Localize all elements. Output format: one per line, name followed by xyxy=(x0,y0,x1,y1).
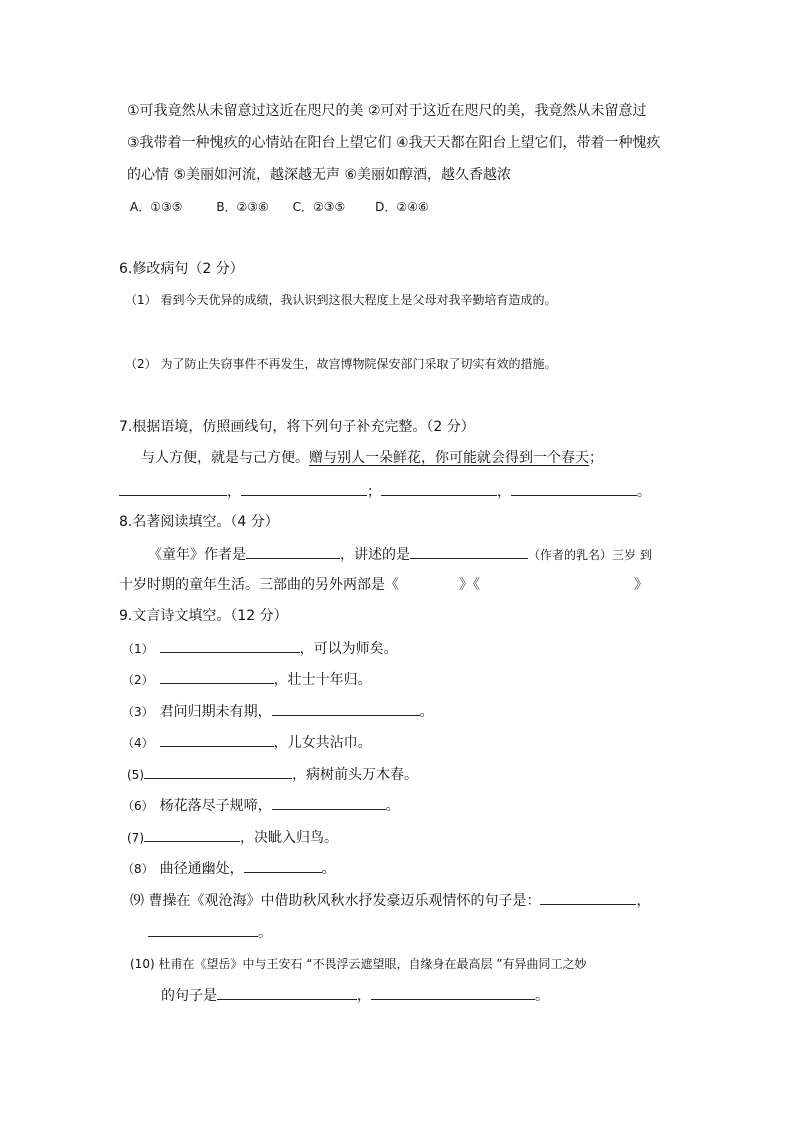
q7-semicolon: ； xyxy=(589,450,603,466)
q8-text-a: 《童年》作者是 xyxy=(148,547,246,563)
q7-comma-2: ， xyxy=(497,484,511,500)
q9-item-1 xyxy=(122,638,398,659)
item-number: （8） xyxy=(122,862,154,876)
q7-blank-3[interactable] xyxy=(381,481,497,496)
q9-blank-9a[interactable] xyxy=(540,890,636,905)
q9-blank-1[interactable] xyxy=(160,638,300,653)
item-text: ，儿女共沾巾。 xyxy=(273,735,372,751)
q9-item-9 xyxy=(130,890,650,911)
q8-text-e: 》 xyxy=(634,577,648,593)
q8-title: 8.名著阅读填空。（4 分） xyxy=(119,514,279,530)
q9-item-3 xyxy=(122,701,434,722)
q7-underlined-sentence: 赠与别人一朵鲜花，你可能就会得到一个春天 xyxy=(309,450,589,466)
q9-blank-4[interactable] xyxy=(160,732,274,747)
q5-line-1: ①可我竟然从未留意过这近在咫尺的美 ②可对于这近在咫尺的美，我竟然从未留意过 xyxy=(127,103,647,119)
q6-item-2: （2） 为了防止失窃事件不再发生，故宫博物院保安部门采取了切实有效的措施。 xyxy=(125,357,557,371)
q9-blank-10b[interactable] xyxy=(371,985,535,1000)
q7-blank-1[interactable] xyxy=(119,481,227,496)
q8-text-d: 》《 xyxy=(459,577,480,593)
q9-blank-7[interactable] xyxy=(144,827,240,842)
option-d[interactable]: D．②④⑥ xyxy=(375,200,429,214)
q9-item-7 xyxy=(127,827,338,848)
q7-prompt xyxy=(141,448,603,468)
q9-blank-9b[interactable] xyxy=(148,922,258,937)
item-text: ⑼ 曹操在《观沧海》中借助秋风秋水抒发豪迈乐观情怀的句子是： xyxy=(130,893,541,909)
q9-blank-8[interactable] xyxy=(244,858,322,873)
q9-item-10-cont xyxy=(161,985,549,1006)
q5-options xyxy=(130,197,429,217)
item-text: 君问归期未有期， xyxy=(159,704,272,720)
q9-item-6 xyxy=(122,795,400,816)
item-number: （6） xyxy=(122,799,154,813)
item-text: ，壮士十年归。 xyxy=(273,672,372,688)
q7-period: 。 xyxy=(637,484,651,500)
item-text: ，决眦入归鸟。 xyxy=(240,830,338,846)
item-text: 曲径通幽处， xyxy=(159,861,244,877)
q8-text-b: ，讲述的是 xyxy=(340,547,410,563)
q9-item-5 xyxy=(127,764,418,785)
item-comma: ， xyxy=(357,988,371,1004)
option-b[interactable]: B．②③⑥ xyxy=(216,200,269,214)
q6-item-1: （1） 看到今天优异的成绩，我认识到这很大程度上是父母对我辛勤培育造成的。 xyxy=(125,293,557,307)
item-text: ，病树前头万木春。 xyxy=(292,767,418,783)
q9-item-8 xyxy=(122,858,336,879)
item-text: 的句子是 xyxy=(161,988,217,1004)
q7-semicolon-2: ； xyxy=(367,484,381,500)
q7-title: 7.根据语境，仿照画线句，将下列句子补充完整。（2 分） xyxy=(119,419,475,435)
q9-blank-6[interactable] xyxy=(272,795,386,810)
item-end: 。 xyxy=(258,925,272,941)
item-end: 。 xyxy=(535,988,549,1004)
item-text: ，可以为师矣。 xyxy=(299,641,398,657)
q9-item-2 xyxy=(122,669,372,690)
option-a[interactable]: A．①③⑤ xyxy=(130,200,183,214)
q8-note: （作者的乳名）三岁 到 xyxy=(528,548,652,562)
q9-item-9-cont xyxy=(148,922,272,943)
q8-blank-nickname[interactable] xyxy=(410,544,528,559)
item-comma: ， xyxy=(636,893,651,909)
item-number: （1） xyxy=(122,642,154,656)
item-number: （4） xyxy=(122,736,154,750)
q7-lead: 与人方便，就是与己方便。 xyxy=(141,450,309,466)
item-number: (7) xyxy=(127,831,144,845)
q9-item-4 xyxy=(122,732,372,753)
q5-line-2: ③我带着一种愧疚的心情站在阳台上望它们 ④我天天都在阳台上望它们，带着一种愧疚 xyxy=(127,135,661,151)
q9-blank-10a[interactable] xyxy=(217,985,357,1000)
q9-title: 9.文言诗文填空。（12 分） xyxy=(119,608,288,624)
q8-line-1 xyxy=(148,544,652,565)
item-number: （2） xyxy=(122,673,154,687)
q9-blank-2[interactable] xyxy=(160,669,274,684)
q9-blank-3[interactable] xyxy=(272,701,420,716)
q6-title: 6.修改病句（2 分） xyxy=(119,261,244,277)
q7-blank-2[interactable] xyxy=(241,481,367,496)
q8-text-c: 十岁时期的童年生活。三部曲的另外两部是《 xyxy=(119,577,399,593)
item-text: 杨花落尽子规啼， xyxy=(159,798,272,814)
q8-blank-author[interactable] xyxy=(246,544,340,559)
item-number: (5) xyxy=(127,768,144,782)
q7-answer-line xyxy=(119,481,651,502)
q7-blank-4[interactable] xyxy=(511,481,637,496)
q9-blank-5[interactable] xyxy=(144,764,292,779)
q7-comma: ， xyxy=(227,484,241,500)
q5-line-3: 的心情 ⑤美丽如河流，越深越无声 ⑥美丽如醇酒，越久香越浓 xyxy=(127,167,512,183)
item-number: （3） xyxy=(122,705,154,719)
q9-item-10: (10) 杜甫在《望岳》中与王安石 “不畏浮云遮望眼，自缘身在最高层 ”有异曲同工之妙 xyxy=(130,957,587,971)
item-end: 。 xyxy=(321,861,336,877)
option-c[interactable]: C．②③⑤ xyxy=(292,200,346,214)
q8-line-2 xyxy=(119,575,648,595)
item-end: 。 xyxy=(385,798,400,814)
item-end: 。 xyxy=(419,704,434,720)
